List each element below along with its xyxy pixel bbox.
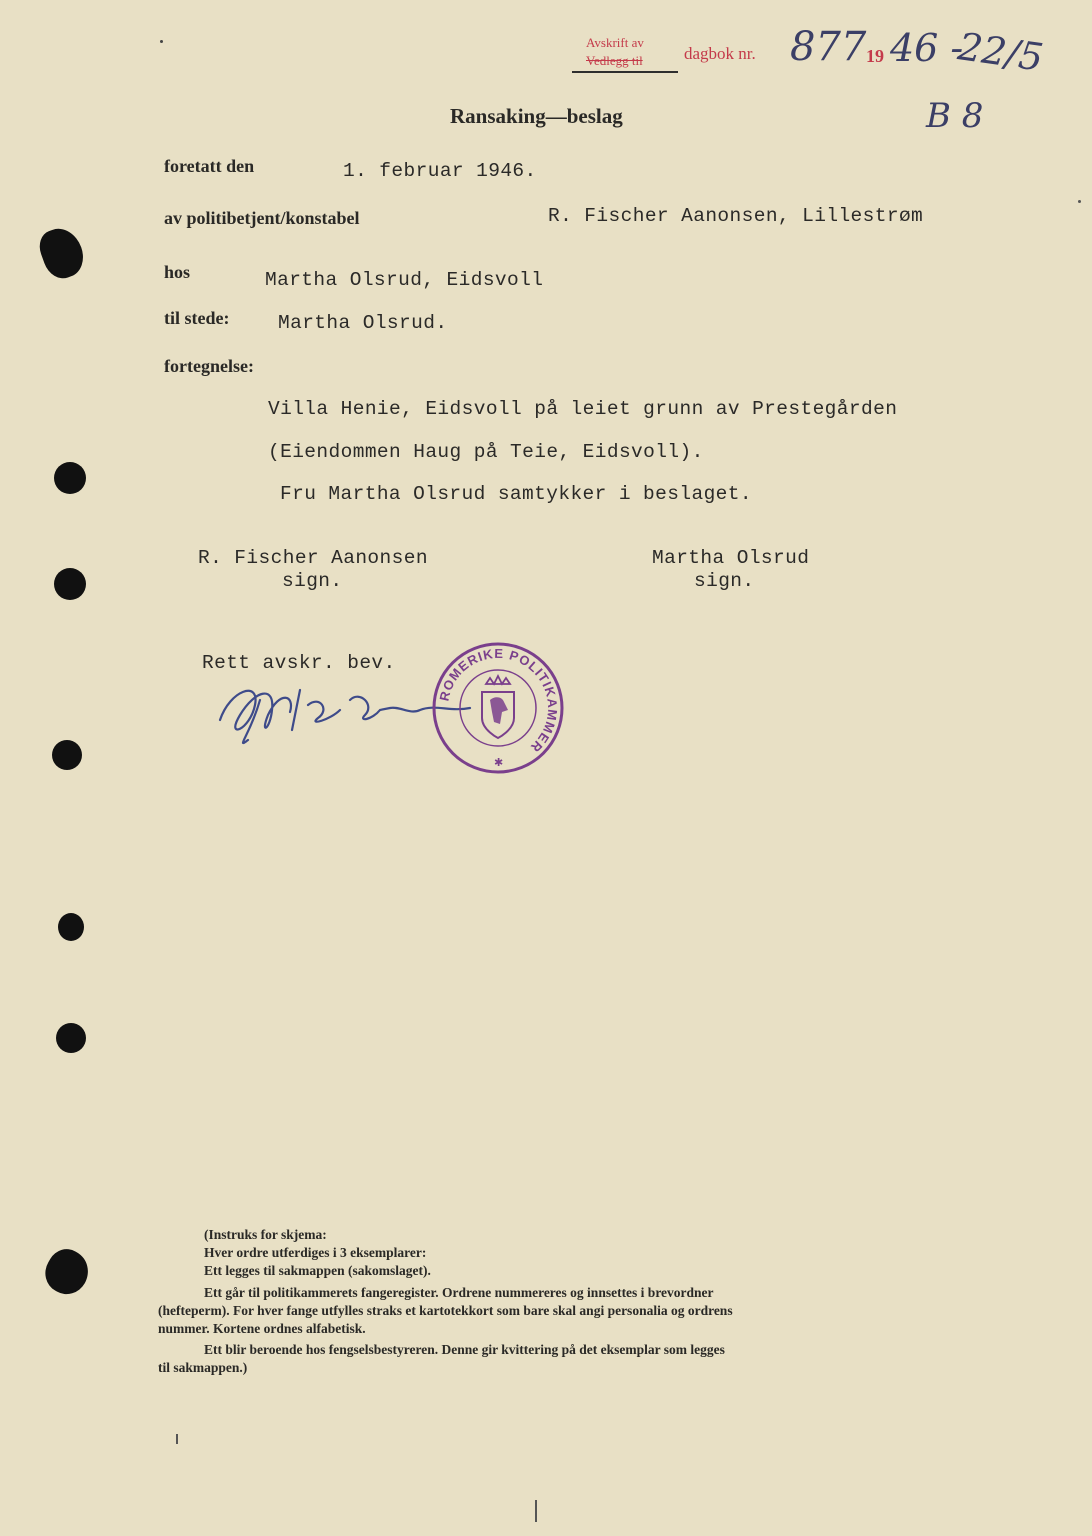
signature-left-sign: sign.	[282, 570, 343, 592]
instruction-line-1: (Instruks for skjema:	[204, 1227, 327, 1242]
instruction-line-6: nummer. Kortene ordnes alfabetisk.	[158, 1321, 366, 1336]
stede-label: til stede:	[164, 308, 230, 328]
instruction-line-2: Hver ordre utferdiges i 3 eksemplarer:	[204, 1245, 427, 1260]
politi-value: R. Fischer Aanonsen, Lillestrøm	[548, 205, 924, 227]
certified-copy: Rett avskr. bev.	[202, 652, 396, 674]
instruction-line-7: Ett blir beroende hos fengselsbestyreren. Denne gir kvittering på det eksemplar som legges	[204, 1342, 725, 1357]
politi-label: av politibetjent/konstabel	[164, 208, 360, 228]
stede-value: Martha Olsrud.	[278, 312, 448, 334]
punch-hole	[35, 223, 90, 284]
fortegnelse-label: fortegnelse:	[164, 356, 254, 376]
hos-label: hos	[164, 262, 191, 282]
mark-dot	[176, 1434, 178, 1444]
handwritten-number: 877	[790, 24, 867, 70]
handwritten-date: 22/5	[955, 24, 1046, 80]
signature-right-name: Martha Olsrud	[652, 547, 810, 569]
instruction-line-5: (hefteperm). For hver fange utfylles straks et kartotekkort som bare skal angi personalia og ordrens	[158, 1303, 733, 1318]
signature-right-sign: sign.	[694, 570, 755, 592]
punch-hole	[58, 913, 84, 941]
punch-hole	[56, 1023, 86, 1053]
handwritten-ref: B 8	[926, 96, 984, 136]
handwritten-year: 46 -	[890, 26, 964, 70]
seal-text: ROMERIKE POLITIKAMMER	[436, 645, 561, 756]
punch-hole	[54, 568, 86, 600]
foretatt-value: 1. februar 1946.	[343, 160, 537, 182]
punch-hole	[54, 462, 86, 494]
instruction-line-4: Ett går til politikammerets fangeregister. Ordrene nummereres og innsettes i brevordner	[204, 1285, 714, 1300]
signature-left-name: R. Fischer Aanonsen	[198, 547, 428, 569]
stamp-vedlegg: Vedlegg til	[586, 53, 643, 68]
punch-hole	[38, 1242, 96, 1301]
body-line-1: Villa Henie, Eidsvoll på leiet grunn av Prestegården	[268, 398, 898, 420]
mark-dot	[1078, 200, 1081, 203]
police-seal	[428, 638, 568, 774]
mark-line	[535, 1500, 537, 1522]
stamp-underline	[572, 71, 678, 73]
instruction-line-8: til sakmappen.)	[158, 1360, 248, 1375]
stamp-avskrift: Avskrift av	[586, 35, 644, 50]
body-line-3: Fru Martha Olsrud samtykker i beslaget.	[280, 483, 752, 505]
svg-text:✱: ✱	[494, 757, 504, 769]
punch-hole	[52, 740, 82, 770]
mark-dot	[160, 40, 163, 43]
foretatt-label: foretatt den	[164, 156, 255, 176]
year-prefix: 19	[866, 46, 884, 66]
instruction-line-3: Ett legges til sakmappen (sakomslaget).	[204, 1263, 431, 1278]
dagbok-label: dagbok nr.	[684, 44, 756, 63]
hos-value: Martha Olsrud, Eidsvoll	[265, 269, 544, 291]
page-title: Ransaking—beslag	[450, 104, 623, 128]
body-line-2: (Eiendommen Haug på Teie, Eidsvoll).	[268, 441, 704, 463]
